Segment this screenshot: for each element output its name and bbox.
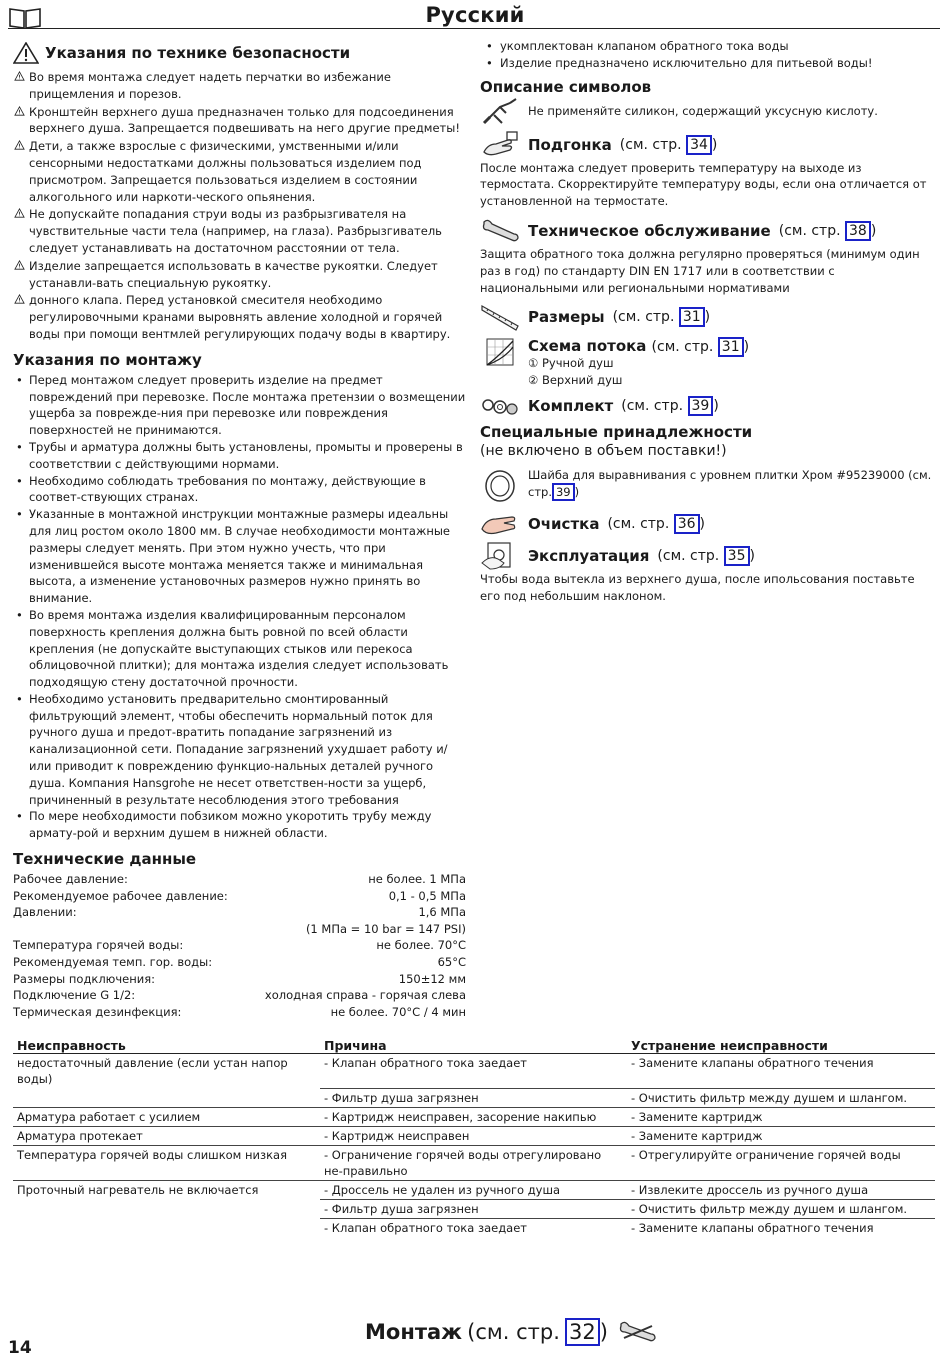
mounting-item: • Необходимо установить предварительно смонтированный фильтрующий элемент, чтобы обеспечить нормальный поток для ручного душа и предот-вратить попадание загрязнений из канализационной сети. Попадание загрязнений ухудшает работу и/или приводит к повреждению функцио-нальных деталей ручного душа. Компания Hansgrohe не несет ответствен-ности за ущерб, причиненный в результате несоблюдения этого требования: [16, 691, 448, 807]
adjust-heading: Подгонка (см. стр. 34 ): [480, 130, 935, 160]
page-link[interactable]: 35: [724, 546, 750, 566]
mounting-item: • Трубы и арматура должны быть установлены, промыты и проверены в соответствии с действующими нормами.: [16, 439, 463, 471]
fault-cell-cause: - Картридж неисправен: [320, 1126, 627, 1145]
page-link[interactable]: 38: [845, 221, 871, 241]
mounting-item: • Во время монтажа изделия квалифицированным персоналом поверхность крепления должна быть ровной по всей области крепления (не допускайте выступающих стыков или перекоса облицовочной плитки); для монтажа изделия следует использовать подходящую стену достаточной прочности.: [16, 607, 449, 690]
col-fix: Устранение неисправности: [627, 1038, 935, 1054]
page-link[interactable]: 39: [688, 396, 714, 416]
col-cause: Причина: [320, 1038, 627, 1054]
fault-cell-fix: - Замените картридж: [627, 1126, 935, 1145]
fault-cell-cause: - Фильтр душа загрязнен: [320, 1088, 627, 1107]
shower-operation-icon: [480, 541, 520, 571]
page-link[interactable]: 39: [552, 483, 575, 501]
left-column: [13, 42, 469, 1020]
col-fault: Неисправность: [13, 1038, 320, 1054]
operation-heading: Эксплуатация (см. стр. 35 ): [480, 541, 935, 571]
mounting-item: • Необходимо соблюдать требования по монтажу, действующие в соответ-ствующих странах.: [16, 473, 426, 505]
right-column: [480, 38, 935, 605]
warning-icon: [13, 69, 26, 81]
cleaning-hand-icon: [480, 509, 520, 539]
warning-icon: [13, 206, 26, 218]
mounting-item: • Указанные в монтажной инструкции монтажные размеры идеальны для лиц ростом около 1800 мм. В случае необходимости монтажные размеры следует менять. При этом нужно учесть, что при изменившейся высоте монтажа меняется также и минимальная высота, а изменение установочных размеров нужно принять во внимание.: [16, 507, 451, 606]
hand-thermostat-icon: [480, 130, 520, 160]
tech-row: Термическая дезинфекция: не более. 70°C / 4 мин: [13, 1004, 466, 1019]
operation-text: Чтобы вода вытекла из верхнего душа, после ипольсования поставьте его под небольшим наклоном.: [480, 571, 915, 603]
wrench-icon: [480, 216, 520, 246]
safety-item: Кронштейн верхнего душа предназначен только для подсоединения верхнего душа. Запрещается подвешивать на него другие предметы!: [13, 104, 469, 138]
page-number: 14: [8, 1338, 32, 1358]
tech-row: Подключение G 1/2: холодная справа - горячая слева: [13, 988, 466, 1003]
fault-cell-cause: - Клапан обратного тока заедает: [320, 1218, 627, 1237]
mounting-item: • По мере необходимости побзиком можно укоротить трубу между армату-рой и верхним душем в нижней области.: [16, 809, 432, 841]
warning-icon: [13, 104, 26, 116]
flow-legend-item: ② Верхний душ: [528, 373, 623, 388]
fault-cell-fix: - Замените картридж: [627, 1107, 935, 1126]
fault-cell-fault: [13, 1088, 320, 1107]
fault-row: [13, 1088, 935, 1107]
wrench-icon: [618, 1320, 658, 1344]
header-divider: [8, 28, 940, 29]
flow-chart-icon: [480, 336, 520, 368]
fault-row: [13, 1199, 935, 1218]
mounting-title: Указания по монтажу: [13, 350, 202, 369]
mounting-item: • Перед монтажом следует проверить изделие на предмет повреждений при перевозке. После монтажа претензии о возмещении ущерба за поврежде-ния при перевозке или повреждения поверхностей не принимаются.: [16, 372, 466, 438]
feature-item: • Изделие предназначено исключительно для питьевой воды!: [486, 55, 873, 70]
accessories-subtitle: (не включено в объем поставки!): [480, 442, 727, 459]
language-title: Русский: [425, 3, 525, 27]
fault-row: [13, 1145, 935, 1180]
tech-row: Рабочее давление: не более. 1 МПа: [13, 872, 466, 887]
warning-icon: [13, 42, 39, 64]
no-silicone-row: Не применяйте силикон, содержащий уксусную кислоту.: [480, 97, 935, 127]
parts-kit-icon: [480, 391, 520, 421]
fault-cell-fault: Арматура работает с усилием: [13, 1107, 320, 1126]
silicone-gun-icon: [480, 97, 520, 127]
flow-heading: Схема потока (см. стр. 31 ) ① Ручной душ ② Верхний душ: [480, 336, 935, 389]
fault-cell-fault: [13, 1199, 320, 1218]
kit-heading: Комплект (см. стр. 39 ): [480, 391, 935, 421]
safety-title: Указания по технике безопасности: [45, 44, 351, 62]
fault-row: [13, 1054, 935, 1089]
fault-cell-fix: - Замените клапаны обратного течения: [627, 1054, 935, 1089]
page-link[interactable]: 31: [679, 307, 705, 327]
warning-icon: [13, 292, 26, 304]
safety-list: [13, 69, 469, 343]
rosette-icon: [480, 467, 520, 505]
fault-cell-fix: - Замените клапаны обратного течения: [627, 1218, 935, 1237]
safety-item: Изделие запрещается использовать в качестве рукоятки. Следует устанавли-вать специальную рукоятку.: [13, 258, 469, 292]
symbols-title: Описание символов: [480, 77, 652, 96]
fault-cell-fix: - Отрегулируйте ограничение горячей воды: [627, 1145, 935, 1180]
fault-cell-cause: - Клапан обратного тока заедает: [320, 1054, 627, 1089]
fault-cell-fix: - Очистить фильтр между душем и шлангом.: [627, 1199, 935, 1218]
safety-heading: [13, 42, 469, 64]
faults-section: [13, 1038, 935, 1237]
fault-cell-fault: Температура горячей воды слишком низкая: [13, 1145, 320, 1180]
tech-row: Температура горячей воды: не более. 70°C: [13, 938, 466, 953]
page-link[interactable]: 34: [686, 135, 712, 155]
fault-row: [13, 1180, 935, 1199]
fault-cell-cause: - Ограничение горячей воды отрегулировано не-правильно: [320, 1145, 627, 1180]
fault-cell-fault: [13, 1218, 320, 1237]
tech-row: (1 МПа = 10 bar = 147 PSI): [305, 921, 466, 936]
fault-cell-fix: - Извлеките дроссель из ручного душа: [627, 1180, 935, 1199]
safety-item: Во время монтажа следует надеть перчатки во избежание прищемления и порезов.: [13, 69, 469, 103]
dims-heading: Размеры (см. стр. 31 ): [480, 302, 935, 332]
fault-cell-fault: недостаточный давление (если устан напор воды): [13, 1054, 320, 1089]
accessories-title: Специальные принадлежности: [480, 422, 753, 441]
fault-row: [13, 1126, 935, 1145]
warning-icon: [13, 138, 26, 150]
tech-row: Рекомендуемая темп. гор. воды: 65°C: [13, 955, 466, 970]
safety-item: Дети, а также взрослые с физическими, умственными и/или сенсорными недостатками должны пользоваться изделием под присмотром. Запрещается пользоваться изделием в состоянии алкогольного или наркоти-ческого опьянения.: [13, 138, 469, 205]
tech-row: Рекомендуемое рабочее давление: 0,1 - 0,5 МПа: [13, 888, 466, 903]
safety-item: донного клапа. Перед установкой смесителя необходимо регулировочными кранами выровнять авление холодной и горячей воды при помощи вентмлей регулирующих подачу воды в квартиру.: [13, 292, 469, 342]
warning-icon: [13, 258, 26, 270]
flow-legend-item: ① Ручной душ: [528, 356, 614, 371]
ruler-icon: [480, 302, 520, 332]
fault-cell-fix: - Очистить фильтр между душем и шлангом.: [627, 1088, 935, 1107]
feature-item: • укомплектован клапаном обратного тока воды: [486, 39, 789, 53]
fault-row: [13, 1107, 935, 1126]
safety-item: Не допускайте попадания струи воды из разбрызгивателя на чувствительные части тела (например, на глаза). Разбрызгиватель следует устанавливать на достаточном расстоянии от тела.: [13, 206, 469, 256]
fault-cell-cause: - Картридж неисправен, засорение накипью: [320, 1107, 627, 1126]
service-heading: Техническое обслуживание (см. стр. 38 ): [480, 216, 935, 246]
fault-cell-cause: - Фильтр душа загрязнен: [320, 1199, 627, 1218]
cleaning-heading: Очистка (см. стр. 36 ): [480, 509, 935, 539]
accessory-item: Шайба для выравнивания с уровнем плитки Хром #95239000 (см. стр. 39 ): [480, 467, 935, 505]
tech-title: Технические данные: [13, 850, 197, 869]
page-link[interactable]: 32: [565, 1318, 600, 1346]
tech-table: [13, 871, 466, 1020]
tech-row: Давлении: 1,6 МПа: [13, 905, 466, 920]
adjust-text: После монтажа следует проверить температуру на выходе из термостата. Скорректируйте температуру воды, если она отличается от установленной на термостате.: [480, 160, 927, 209]
fault-cell-fault: Проточный нагреватель не включается: [13, 1180, 320, 1199]
service-text: Защита обратного тока должна регулярно проверяться (минимум один раз в год) по стандарту DIN EN 1717 или в соответствии с национальными или региональными нормативами: [480, 246, 920, 295]
fault-cell-fault: Арматура протекает: [13, 1126, 320, 1145]
fault-row: [13, 1218, 935, 1237]
page-link[interactable]: 31: [718, 337, 744, 357]
fault-cell-cause: - Дроссель не удален из ручного душа: [320, 1180, 627, 1199]
mounting-list: [13, 372, 469, 842]
page-link[interactable]: 36: [674, 514, 700, 534]
faults-table: [13, 1038, 935, 1237]
tech-row: Размеры подключения: 150±12 мм: [13, 971, 466, 986]
footer-reference: Монтаж (см. стр. 32 ): [365, 1320, 658, 1344]
